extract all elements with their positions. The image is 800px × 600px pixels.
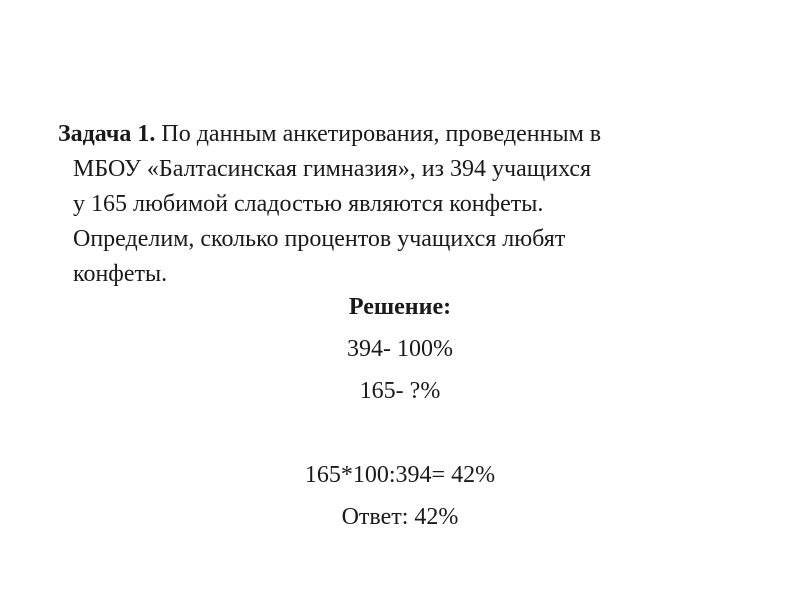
blank-line — [0, 412, 800, 454]
problem-line-1 — [58, 117, 758, 152]
solution-step-1: 394- 100% — [347, 336, 453, 362]
problem-title: Задача 1. — [58, 121, 156, 147]
problem-line-3: у 165 любимой сладостью являются конфеты. — [73, 191, 544, 217]
problem-line-5: конфеты. — [73, 261, 168, 287]
problem-text-1: По данным анкетирования, проведенным в — [155, 121, 602, 147]
problem-line-2: МБОУ «Балтасинская гимназия», из 394 учащихся — [73, 156, 592, 182]
solution-step-2: 165- ?% — [359, 378, 441, 404]
problem-statement — [58, 117, 758, 292]
solution-calculation: 165*100:394= 42% — [304, 462, 496, 488]
solution-heading: Решение: — [348, 294, 452, 320]
solution — [0, 286, 800, 538]
solution-answer: Ответ: 42% — [341, 504, 459, 530]
problem-line-4: Определим, сколько процентов учащихся любят — [73, 226, 566, 252]
